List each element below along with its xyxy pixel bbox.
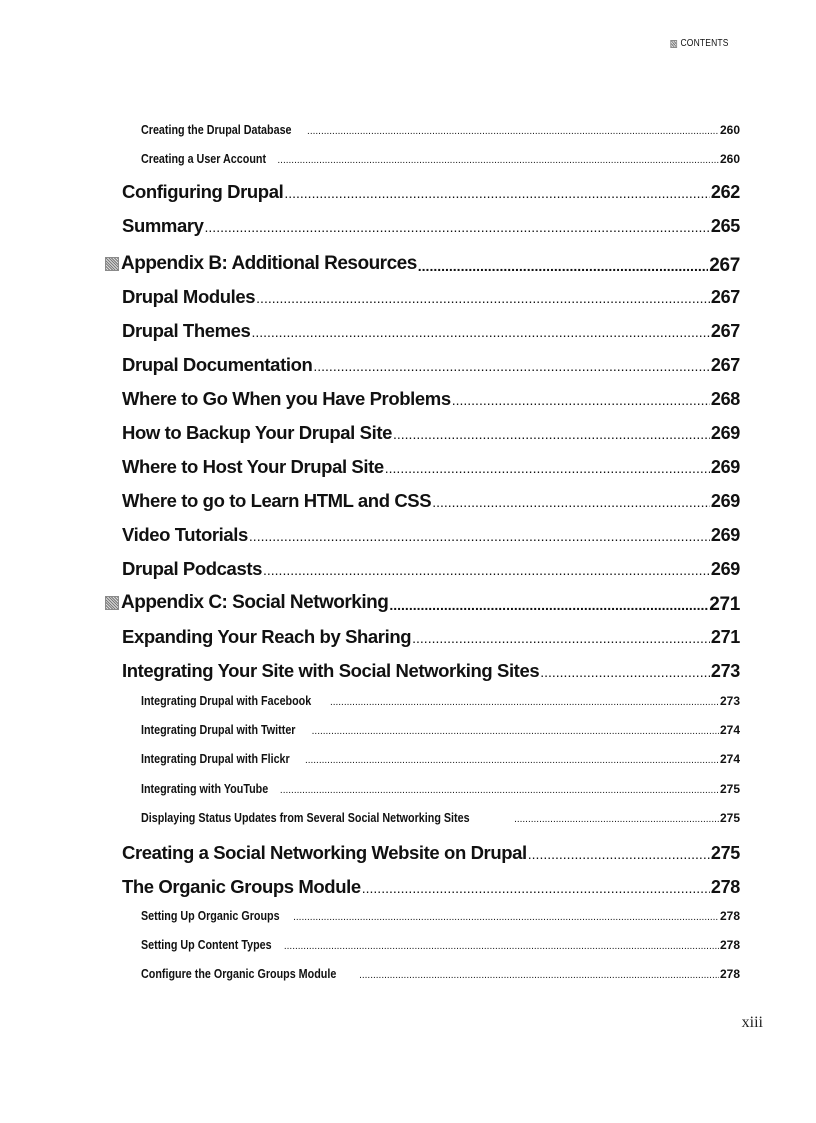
toc-entry-label: Integrating with YouTube bbox=[141, 782, 269, 796]
toc-entry-label: Creating a User Account bbox=[141, 152, 267, 166]
toc-dot-leader bbox=[412, 630, 710, 646]
toc-entry-page: 273 bbox=[719, 694, 740, 708]
toc-subsection-entry[interactable] bbox=[141, 782, 740, 796]
toc-entry-label: Integrating Drupal with Facebook bbox=[141, 694, 312, 708]
toc-dot-leader bbox=[312, 726, 719, 737]
toc-section-entry[interactable] bbox=[122, 181, 740, 203]
toc-entry-page: 278 bbox=[719, 909, 740, 923]
toc-entry-page: 267 bbox=[709, 255, 740, 276]
toc-entry-label: Where to Go When you Have Problems bbox=[122, 388, 451, 409]
toc-entry-page: 275 bbox=[719, 811, 740, 825]
toc-dot-leader bbox=[389, 597, 708, 613]
toc-entry-page: 271 bbox=[710, 627, 740, 647]
toc-entry-label: Drupal Podcasts bbox=[122, 558, 262, 579]
toc-entry-label: Video Tutorials bbox=[122, 524, 248, 545]
toc-entry-label: Integrating Drupal with Twitter bbox=[141, 723, 296, 737]
toc-entry-label: Expanding Your Reach by Sharing bbox=[122, 626, 412, 647]
toc-entry-label: Displaying Status Updates from Several Social Networking Sites bbox=[141, 811, 470, 825]
toc-entry-label bbox=[105, 592, 388, 614]
toc-section-entry[interactable] bbox=[122, 388, 740, 410]
toc-entry-label-text: Appendix B: Additional Resources bbox=[121, 253, 417, 274]
toc-subsection-entry[interactable] bbox=[141, 811, 740, 825]
toc-dot-leader bbox=[514, 814, 719, 825]
toc-section-entry[interactable] bbox=[122, 876, 740, 898]
toc-section-entry[interactable] bbox=[122, 660, 740, 682]
toc-dot-leader bbox=[293, 912, 719, 923]
toc-subsection-entry[interactable] bbox=[141, 723, 740, 737]
toc-entry-page: 260 bbox=[719, 152, 740, 166]
toc-dot-leader bbox=[540, 664, 710, 680]
toc-dot-leader bbox=[263, 562, 710, 578]
toc-dot-leader bbox=[385, 460, 710, 476]
toc-entry-page: 269 bbox=[710, 423, 740, 443]
toc-subsection-entry[interactable] bbox=[141, 152, 740, 166]
toc-entry-page: 269 bbox=[710, 525, 740, 545]
toc-section-entry[interactable] bbox=[122, 354, 740, 376]
toc-section-entry[interactable] bbox=[122, 320, 740, 342]
toc-entry-page: 267 bbox=[710, 287, 740, 307]
toc-entry-label: Configure the Organic Groups Module bbox=[141, 967, 337, 981]
toc-entry-label: Creating a Social Networking Website on Drupal bbox=[122, 842, 527, 863]
toc-section-entry[interactable] bbox=[122, 558, 740, 580]
toc-section-entry[interactable] bbox=[122, 842, 740, 864]
toc-dot-leader bbox=[330, 697, 719, 708]
toc-dot-leader bbox=[277, 155, 719, 166]
toc-dot-leader bbox=[205, 219, 710, 235]
toc-entry-page: 278 bbox=[710, 877, 740, 897]
toc-entry-label-text: Appendix C: Social Networking bbox=[121, 592, 389, 613]
running-head-label: CONTENTS bbox=[680, 38, 729, 49]
toc-appendix-entry[interactable] bbox=[105, 253, 740, 277]
hatched-square-icon bbox=[105, 596, 119, 610]
toc-entry-page: 278 bbox=[719, 938, 740, 952]
toc-entry-page: 269 bbox=[710, 559, 740, 579]
toc-section-entry[interactable] bbox=[122, 456, 740, 478]
toc-entry-label: The Organic Groups Module bbox=[122, 876, 361, 897]
toc-entry-label: Drupal Modules bbox=[122, 286, 256, 307]
toc-entry-page: 260 bbox=[719, 123, 740, 137]
toc-dot-leader bbox=[307, 126, 719, 137]
toc-entry-label: Where to Host Your Drupal Site bbox=[122, 456, 384, 477]
toc-entry-label: Summary bbox=[122, 215, 204, 236]
toc-subsection-entry[interactable] bbox=[141, 967, 740, 981]
toc-section-entry[interactable] bbox=[122, 524, 740, 546]
toc-entry-label: Configuring Drupal bbox=[122, 181, 284, 202]
toc-dot-leader bbox=[393, 426, 710, 442]
toc-section-entry[interactable] bbox=[122, 286, 740, 308]
hatched-square-icon bbox=[105, 257, 119, 271]
toc-dot-leader bbox=[432, 494, 710, 510]
toc-section-entry[interactable] bbox=[122, 422, 740, 444]
toc-entry-page: 265 bbox=[710, 216, 740, 236]
toc-dot-leader bbox=[249, 528, 710, 544]
toc-entry-label: Drupal Documentation bbox=[122, 354, 313, 375]
toc-dot-leader bbox=[256, 290, 710, 306]
toc-entry-page: 274 bbox=[719, 723, 740, 737]
toc-dot-leader bbox=[528, 846, 710, 862]
toc-dot-leader bbox=[280, 785, 719, 796]
toc-dot-leader bbox=[418, 258, 708, 274]
toc-dot-leader bbox=[452, 392, 710, 408]
toc-entry-label: Integrating Your Site with Social Networking Sites bbox=[122, 660, 540, 681]
toc-subsection-entry[interactable] bbox=[141, 938, 740, 952]
toc-subsection-entry[interactable] bbox=[141, 694, 740, 708]
toc-entry-label: Where to go to Learn HTML and CSS bbox=[122, 490, 432, 511]
toc-subsection-entry[interactable] bbox=[141, 752, 740, 766]
toc-entry-label bbox=[105, 253, 417, 275]
page-number: xiii bbox=[741, 1014, 763, 1031]
toc-entry-page: 269 bbox=[710, 457, 740, 477]
toc-entry-page: 275 bbox=[710, 843, 740, 863]
toc-entry-label: Creating the Drupal Database bbox=[141, 123, 292, 137]
toc-dot-leader bbox=[284, 941, 719, 952]
toc-entry-label: Setting Up Content Types bbox=[141, 938, 272, 952]
toc-entry-label: How to Backup Your Drupal Site bbox=[122, 422, 392, 443]
toc-dot-leader bbox=[284, 185, 710, 201]
toc-dot-leader bbox=[305, 755, 719, 766]
toc-appendix-entry[interactable] bbox=[105, 592, 740, 616]
toc-entry-page: 278 bbox=[719, 967, 740, 981]
toc-entry-label: Integrating Drupal with Flickr bbox=[141, 752, 290, 766]
toc-dot-leader bbox=[313, 358, 709, 374]
toc-dot-leader bbox=[251, 324, 709, 340]
toc-entry-label: Setting Up Organic Groups bbox=[141, 909, 280, 923]
toc-entry-page: 275 bbox=[719, 782, 740, 796]
toc-entry-page: 268 bbox=[710, 389, 740, 409]
toc-entry-page: 271 bbox=[709, 594, 740, 615]
toc-dot-leader bbox=[359, 970, 719, 981]
toc-dot-leader bbox=[362, 880, 710, 896]
toc-section-entry[interactable] bbox=[122, 626, 740, 648]
toc-entry-label: Drupal Themes bbox=[122, 320, 251, 341]
toc-subsection-entry[interactable] bbox=[141, 909, 740, 923]
toc-entry-page: 273 bbox=[710, 661, 740, 681]
toc-section-entry[interactable] bbox=[122, 490, 740, 512]
toc-section-entry[interactable] bbox=[122, 215, 740, 237]
toc-subsection-entry[interactable] bbox=[141, 123, 740, 137]
toc-entry-page: 267 bbox=[710, 355, 740, 375]
toc-entry-page: 267 bbox=[710, 321, 740, 341]
toc-entry-page: 262 bbox=[710, 182, 740, 202]
toc-entry-page: 274 bbox=[719, 752, 740, 766]
toc-entry-page: 269 bbox=[710, 491, 740, 511]
